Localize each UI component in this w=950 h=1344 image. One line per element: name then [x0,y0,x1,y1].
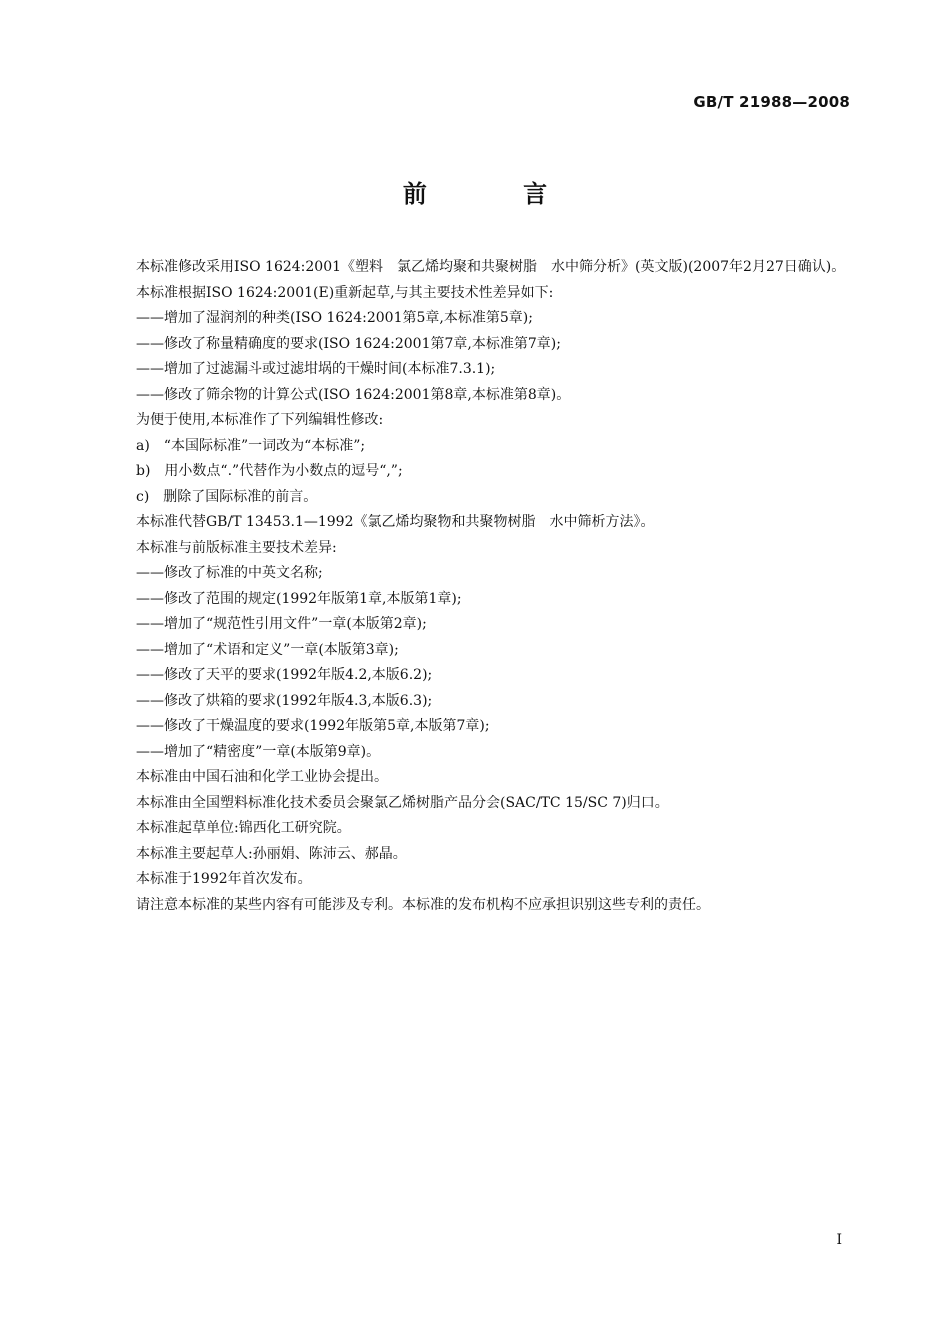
paragraph: 请注意本标准的某些内容有可能涉及专利。本标准的发布机构不应承担识别这些专利的责任。 [136,896,710,913]
page-title: 前 言 [402,180,592,208]
paragraph: ——增加了过滤漏斗或过滤坩埚的干燥时间(本标准7.3.1); [136,361,496,377]
paragraph: 本标准起草单位:锦西化工研究院。 [136,820,351,836]
paragraph: ——修改了烘箱的要求(1992年版4.3,本版6.3); [136,692,433,709]
paragraph: ——修改了称量精确度的要求(ISO 1624:2001第7章,本标准第7章); [136,335,561,352]
paragraph: 本标准于1992年首次发布。 [136,871,312,887]
paragraph: ——修改了标准的中英文名称; [136,565,323,581]
page-number: I [836,1232,842,1248]
paragraph: a) “本国际标准”一词改为“本标准”; [136,437,366,454]
paragraph: ——增加了“精密度”一章(本版第9章)。 [136,743,381,760]
foreword-body [113,255,853,918]
paragraph: ——修改了天平的要求(1992年版4.2,本版6.2); [136,667,433,683]
paragraph: 本标准修改采用ISO 1624:2001《塑料 氯乙烯均聚和共聚树脂 水中筛分析》(英文版)(2007年2月27日确认)。 [136,259,846,275]
paragraph: 本标准由全国塑料标准化技术委员会聚氯乙烯树脂产品分会(SAC/TC 15/SC 7)归口。 [136,794,669,811]
paragraph: 本标准根据ISO 1624:2001(E)重新起草,与其主要技术性差异如下: [136,284,554,301]
paragraph: 为便于使用,本标准作了下列编辑性修改: [136,412,384,428]
paragraph: 本标准代替GB/T 13453.1—1992《氯乙烯均聚物和共聚物树脂 水中筛析方法》。 [136,514,655,530]
paragraph: c) 删除了国际标准的前言。 [136,488,318,505]
paragraph: ——修改了范围的规定(1992年版第1章,本版第1章); [136,590,462,607]
paragraph: ——增加了湿润剂的种类(ISO 1624:2001第5章,本标准第5章); [136,310,533,326]
paragraph: b) 用小数点“.”代替作为小数点的逗号“,”; [136,463,403,479]
paragraph: ——增加了“术语和定义”一章(本版第3章); [136,641,399,658]
paragraph: 本标准与前版标准主要技术差异: [136,539,337,556]
paragraph: 本标准由中国石油和化学工业协会提出。 [136,769,388,785]
paragraph: 本标准主要起草人:孙丽娟、陈沛云、郝晶。 [136,845,407,862]
paragraph: ——修改了筛余物的计算公式(ISO 1624:2001第8章,本标准第8章)。 [136,386,571,403]
standard-code: GB/T 21988—2008 [693,93,850,111]
paragraph: ——增加了“规范性引用文件”一章(本版第2章); [136,616,427,632]
paragraph: ——修改了干燥温度的要求(1992年版第5章,本版第7章); [136,718,490,734]
